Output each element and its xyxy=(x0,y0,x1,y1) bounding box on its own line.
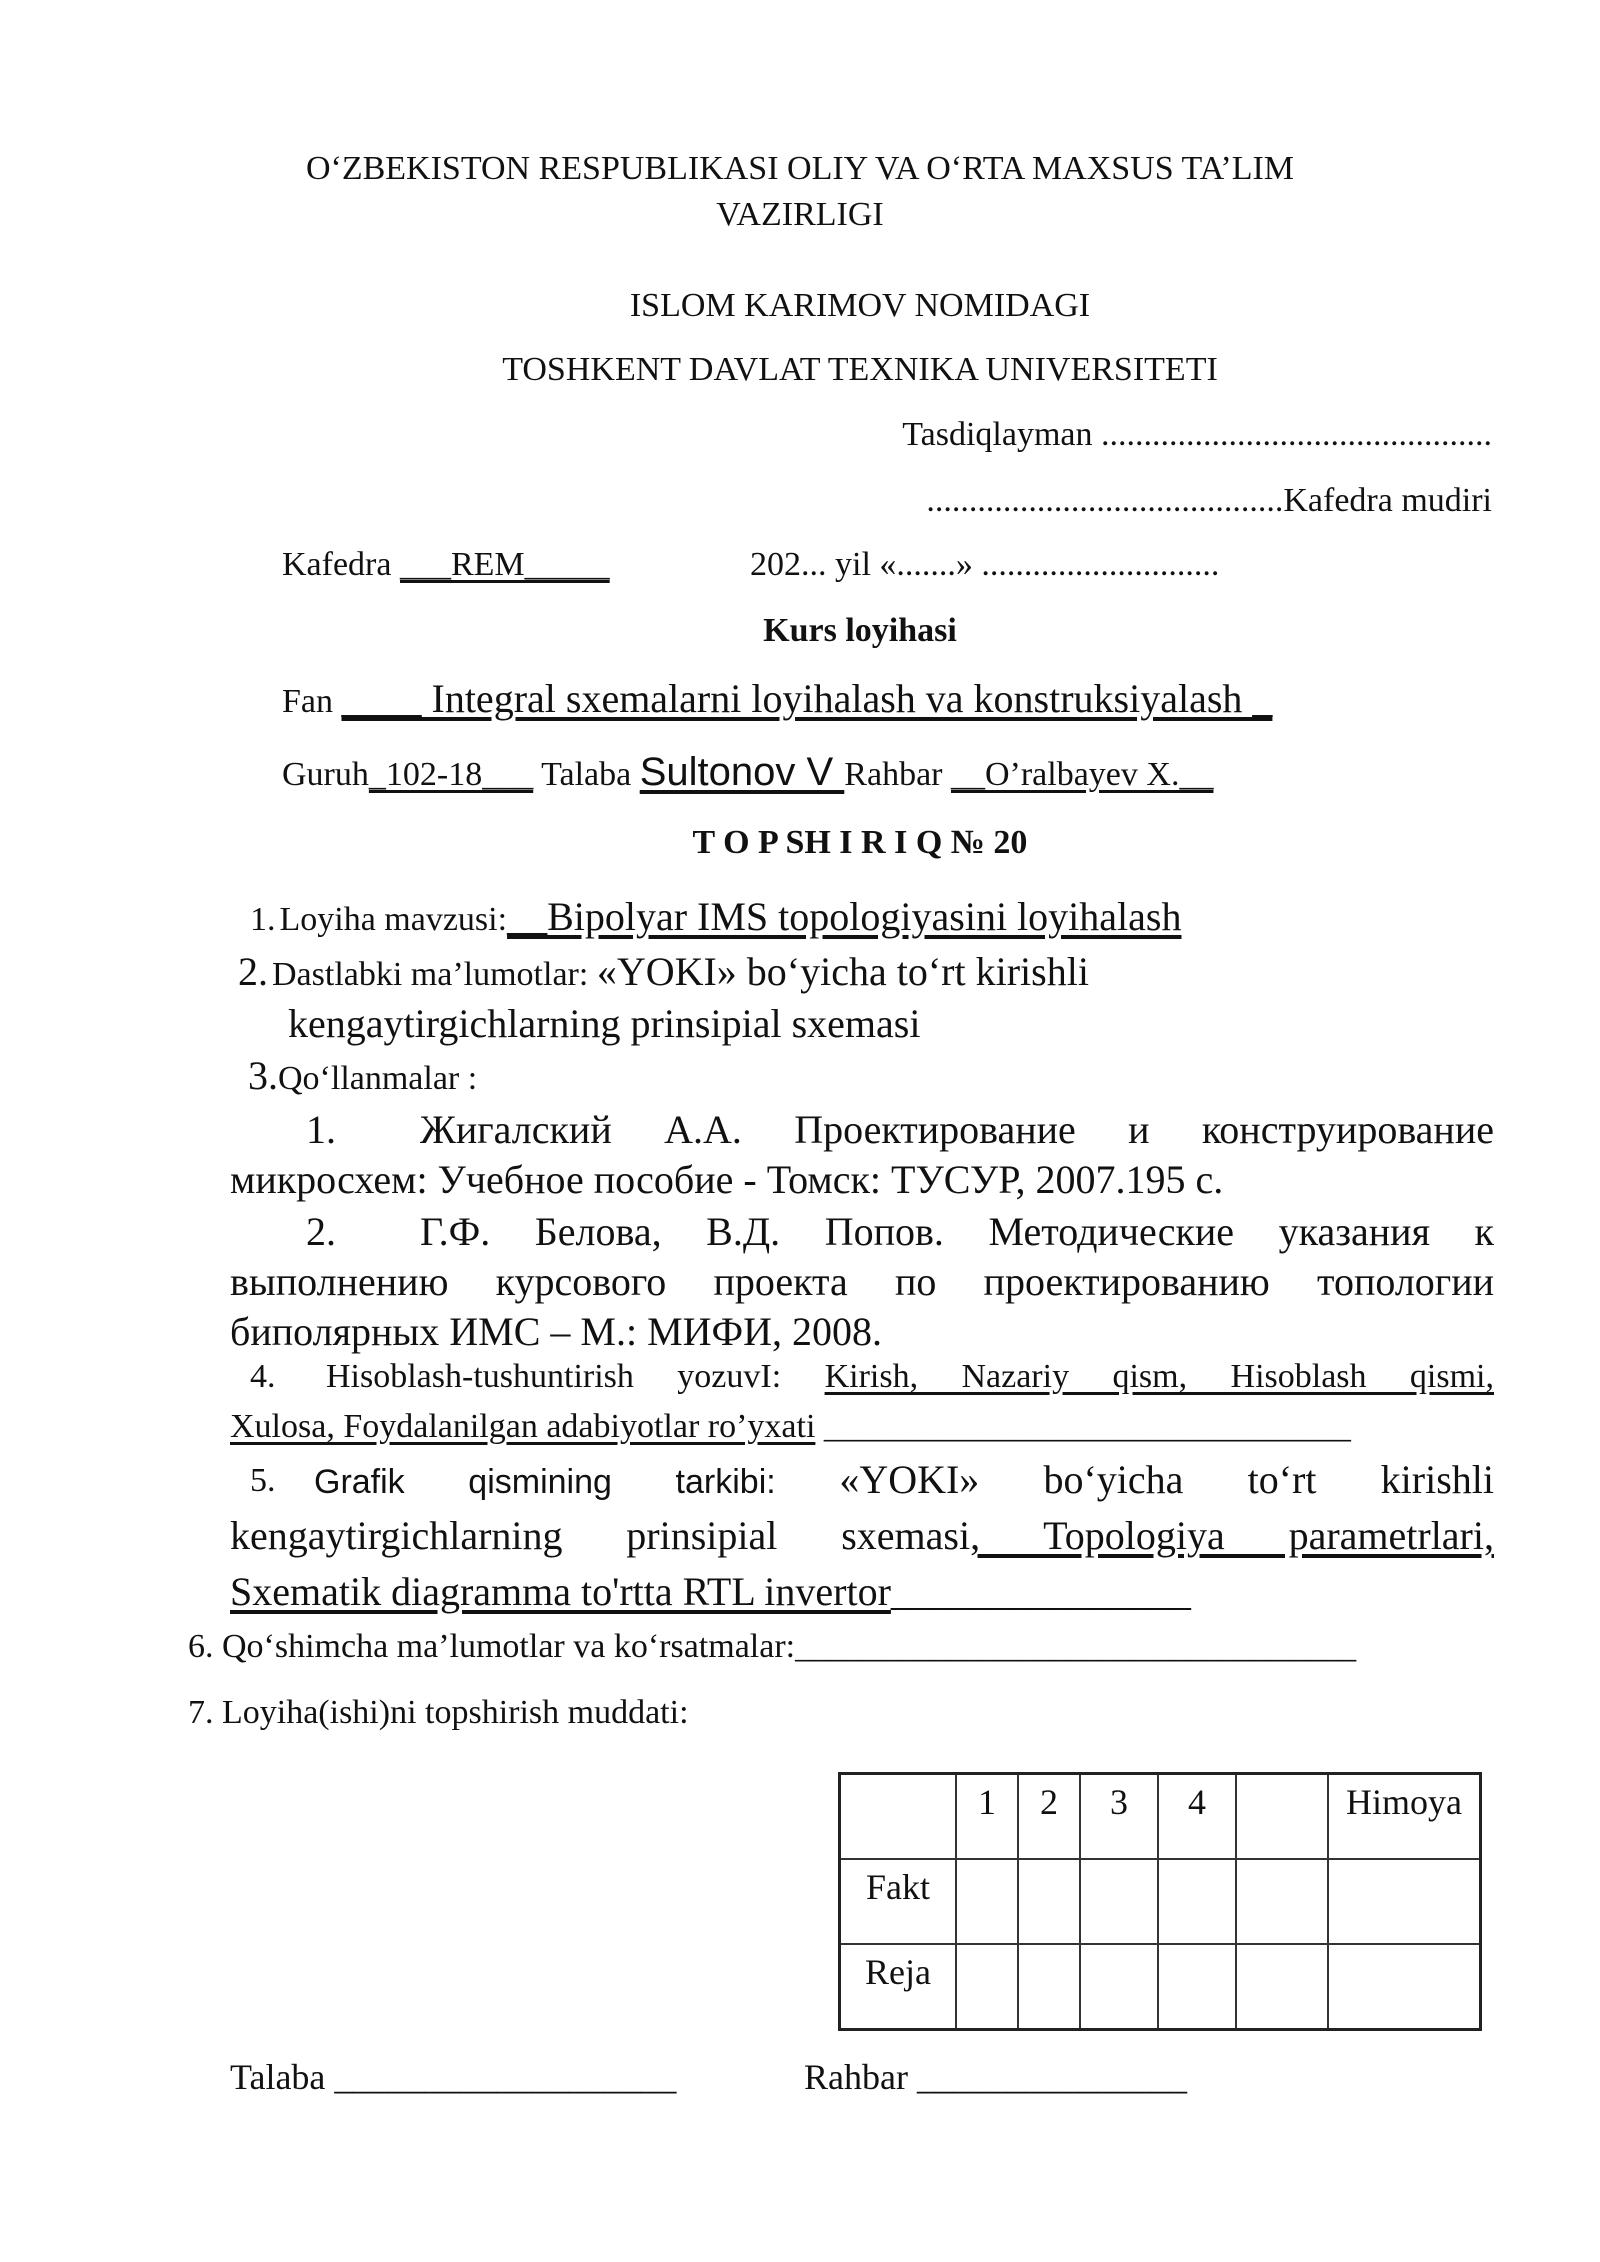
schedule-cell xyxy=(956,1944,1018,2030)
item-1-label: Loyiha mavzusi: xyxy=(279,901,508,938)
approval-line-1: Tasdiqlayman .............................................. xyxy=(902,416,1492,453)
schedule-row xyxy=(840,1944,1481,2030)
schedule-row-label: Fakt xyxy=(840,1859,957,1944)
item-4-line-2 xyxy=(230,1408,1351,1446)
schedule-header-cell: 2 xyxy=(1018,1774,1080,1860)
talaba-value: Sultonov V xyxy=(639,750,845,794)
reference-2-line-2: выполнению курсового проекта по проектированию топологии xyxy=(230,1259,1494,1304)
schedule-row-label: Reja xyxy=(840,1944,957,2030)
item-1-number: 1. xyxy=(250,901,276,938)
schedule-cell xyxy=(1328,1859,1481,1944)
reference-1-number: 1. xyxy=(306,1107,336,1152)
reference-2-line-3: биполярных ИМС – М.: МИФИ, 2008. xyxy=(230,1309,883,1354)
signature-rahbar: Rahbar _______________ xyxy=(804,2057,1187,2097)
item-4-value-1: Kirish, Nazariy qism, Hisoblash qismi, xyxy=(824,1358,1494,1395)
task-title: T O P SH I R I Q № 20 xyxy=(692,824,1028,861)
item-6 xyxy=(188,1628,1356,1666)
item-4-tail: _______________________________ xyxy=(815,1408,1351,1445)
fan-value: ____ Integral sxemalarni loyihalash va konstruksiyalash _ xyxy=(341,676,1273,721)
item-1 xyxy=(250,893,1181,940)
item-7 xyxy=(188,1694,689,1732)
guruh-label: Guruh xyxy=(282,756,369,793)
item-6-label: Qo‘shimcha ma’lumotlar va ko‘rsatmalar:_________________________________ xyxy=(222,1628,1357,1665)
schedule-header-row xyxy=(840,1774,1481,1860)
kafedra-line xyxy=(282,546,610,584)
schedule-cell xyxy=(1328,1944,1481,2030)
item-3-number: 3. xyxy=(248,1053,278,1098)
schedule-header-cell: 3 xyxy=(1080,1774,1158,1860)
item-2-label: Dastlabki ma’lumotlar: xyxy=(272,956,597,993)
approval-line-2: ..........................................Kafedra mudiri xyxy=(926,482,1492,519)
reference-1-line-1: Жигалский А.А. Проектирование и конструирование xyxy=(420,1107,1494,1152)
fan-line xyxy=(282,675,1272,722)
item-5-text-3: Sxematik diagramma to'rtta RTL invertor xyxy=(230,1569,891,1614)
item-5-number: 5. xyxy=(250,1462,276,1499)
document-title: Kurs loyihasi xyxy=(763,612,957,649)
schedule-cell xyxy=(1236,1859,1328,1944)
schedule-cell xyxy=(1018,1944,1080,2030)
kafedra-date: 202... yil «.......» ............................ xyxy=(750,546,1220,583)
schedule-cell xyxy=(1158,1944,1236,2030)
item-5-line-2 xyxy=(230,1512,1494,1559)
item-4-value-2: Xulosa, Foydalanilgan adabiyotlar ro’yxati xyxy=(230,1408,816,1445)
item-4-line-1 xyxy=(326,1358,1494,1396)
kafedra-label: Kafedra xyxy=(282,546,400,583)
schedule-cell xyxy=(1080,1944,1158,2030)
item-4-label: Hisoblash-tushuntirish yozuvI: xyxy=(326,1358,825,1395)
schedule-row xyxy=(840,1859,1481,1944)
schedule-cell xyxy=(1158,1859,1236,1944)
reference-2-line-1: Г.Ф. Белова, В.Д. Попов. Методические указания к xyxy=(420,1209,1494,1254)
item-5-line-1 xyxy=(314,1456,1494,1503)
schedule-header-cell: 1 xyxy=(956,1774,1018,1860)
signature-talaba: Talaba ___________________ xyxy=(230,2057,677,2097)
schedule-cell xyxy=(1236,1944,1328,2030)
university-line-1: ISLOM KARIMOV NOMIDAGI xyxy=(629,287,1091,324)
schedule-cell xyxy=(1080,1859,1158,1944)
item-3-label: Qo‘llanmalar : xyxy=(278,1060,478,1097)
item-2 xyxy=(238,948,1089,995)
item-4-number: 4. xyxy=(250,1358,276,1395)
rahbar-label: Rahbar xyxy=(844,756,951,793)
ministry-line-2: VAZIRLIGI xyxy=(716,196,884,233)
item-2-text-line-1: «YOKI» bo‘yicha to‘rt kirishli xyxy=(596,949,1089,994)
group-line xyxy=(282,750,1213,795)
item-5-label: Grafik qismining tarkibi: xyxy=(314,1463,840,1501)
schedule-cell xyxy=(956,1859,1018,1944)
fan-label: Fan xyxy=(282,683,342,720)
guruh-value: _102-18___ xyxy=(368,756,534,793)
item-7-label: Loyiha(ishi)ni topshirish muddati: xyxy=(222,1694,689,1731)
schedule-header-cell: 4 xyxy=(1158,1774,1236,1860)
reference-1-line-2: микросхем: Учебное пособие - Томск: ТУСУР, 2007.195 с. xyxy=(230,1157,1224,1202)
reference-2-number: 2. xyxy=(306,1209,336,1254)
item-5-text-2b: , Topologiya parametrlari, xyxy=(970,1513,1494,1558)
item-3 xyxy=(248,1052,477,1099)
item-2-number: 2. xyxy=(238,949,268,994)
item-7-number: 7. xyxy=(188,1694,214,1731)
schedule-header-cell xyxy=(1236,1774,1328,1860)
ministry-line-1: O‘ZBEKISTON RESPUBLIKASI OLIY VA O‘RTA MAXSUS TA’LIM xyxy=(305,150,1295,187)
item-5-text-2a: kengaytirgichlarning prinsipial sxemasi xyxy=(230,1513,971,1558)
university-line-2: TOSHKENT DAVLAT TEXNIKA UNIVERSITETI xyxy=(502,351,1218,388)
item-1-value: __Bipolyar IMS topologiyasini loyihalash xyxy=(507,894,1182,939)
item-5-tail: _______________ xyxy=(890,1569,1191,1614)
schedule-header-cell xyxy=(840,1774,957,1860)
item-6-number: 6. xyxy=(188,1628,214,1665)
kafedra-value: ___REM_____ xyxy=(399,546,610,583)
schedule-cell xyxy=(1018,1859,1080,1944)
item-2-text-line-2: kengaytirgichlarning prinsipial sxemasi xyxy=(288,1001,921,1046)
schedule-header-cell: Himoya xyxy=(1328,1774,1481,1860)
schedule-table xyxy=(838,1772,1482,2031)
talaba-label: Talaba xyxy=(533,756,640,793)
item-5-line-3 xyxy=(230,1568,1191,1615)
item-5-text-1: «YOKI» bo‘yicha to‘rt kirishli xyxy=(839,1457,1494,1502)
rahbar-value: __O’ralbayev X.__ xyxy=(950,756,1214,793)
